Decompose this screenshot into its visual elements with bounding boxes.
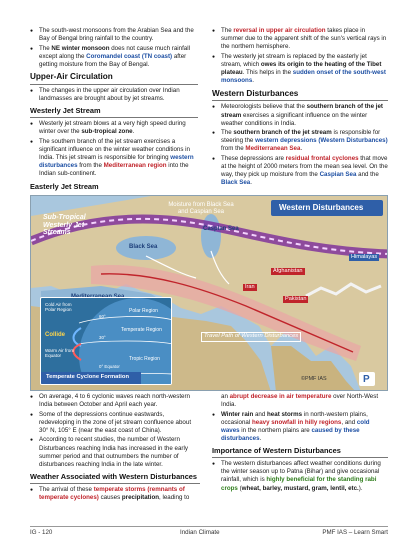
text-highlight: western disturbances [39,154,194,170]
continued-text [212,393,388,409]
text: . [300,145,303,153]
text-highlight: abrupt decrease in air temperature [229,393,332,400]
text-bold: southern branch of the jet stream [233,129,332,137]
text: ( [237,484,242,492]
logo-letter: P [363,374,370,385]
text: takes place in summer due to the apparent shift of the sun's vertical rays in the northern hemisphere. [221,27,387,51]
text-highlight: heavy snowfall in hilly regions [251,418,342,426]
list-item [30,138,198,179]
text-highlight: reversal in upper air circulation [233,27,326,34]
text: . [252,77,255,85]
list-item [212,155,388,188]
list-item [30,411,200,436]
text: after getting moisture from the Bay of Bengal. [39,52,187,68]
list-item [212,53,388,86]
text-bold: precipitation [121,494,160,502]
list-item [30,120,198,136]
text-highlight: Mediterranean region [103,162,167,170]
text-highlight: western depressions (Western Disturbances) [255,137,388,145]
map-title: Western Disturbances [279,203,364,212]
text-bold: heat storms [267,410,303,418]
text: , and [341,418,357,426]
text-bold: Winter rain [221,410,254,418]
list-item [212,103,388,128]
text: On average, 4 to 6 cyclonic waves reach north-western India between October and April each year. [39,393,190,409]
section-heading-upper-air: Upper-Air Circulation [30,72,198,85]
text: . [259,435,262,443]
caspian-sea-label: Caspian Sea [203,226,239,232]
iran-label: Iran [245,284,255,290]
text: The southern branch of the jet stream exercises a significant influence on the winter weather conditions in India. This jet stream is responsible for bringing [39,137,190,162]
afghanistan-label: Afghanistan [273,268,303,274]
text-highlight: Coromandel coast (TN coast) [86,52,173,60]
section-heading-importance: Importance of Western Disturbances [212,446,388,458]
polar-region-label: Polar Region [129,308,158,314]
sw-monsoon-text: The south-west monsoons from the Arabian Sea and the Bay of Bengal bring rainfall to the country. [39,27,194,43]
text: The [221,27,234,34]
text: According to recent studies, the number of Western Disturbances reaching India has increased in the early summer period and that outnumbers the number of disturbances reaching India in the late winter. [39,436,188,468]
text: causes [98,494,122,502]
watermark: ©PMF IAS [301,376,327,382]
left-column-top [30,27,198,193]
text: Some of the depressions continue eastwards, redeveloping in the zone of jet stream confluence about 30° N, 105° E (near the east coast of China). [39,410,192,434]
text: is responsible for steering the [221,129,381,145]
globe [79,298,172,385]
text-highlight: Black Sea [221,179,251,187]
text: , leading to [159,494,190,502]
collide-label: Collide [45,332,66,338]
cold-air-arrow [74,328,82,346]
text: These depressions are [221,154,286,162]
list-item [30,436,200,469]
text: Meteorologists believe that the [221,103,307,111]
text: and [253,410,268,418]
text-highlight: highly beneficial for the standing rabi crops [221,476,377,492]
black-sea-label: Black Sea [129,244,158,250]
text: The [39,44,52,52]
text: over North-West India. [221,393,379,409]
list-item [30,87,198,103]
text: Westerly jet stream blows at a very high speed during winter over the [39,120,186,136]
text: exercises a significant influence on the winter weather conditions in India. [221,111,368,127]
warm-air-label: Warm Air from Equator [45,348,75,359]
section-heading-weather: Weather Associated with Western Disturbances [30,472,200,484]
temperate-cyclone-inset [40,297,172,385]
text: The arrival of these [39,485,94,493]
lat-30-label: 30° [99,335,106,340]
text: The changes in the upper air circulation over Indian landmasses are brought about by jet streams. [39,86,180,103]
text-bold: southern branch of the jet stream [221,103,383,119]
text: from the [221,145,246,153]
text-highlight: sudden onset of the south-west monsoons [221,69,386,85]
chapter-title: Indian Climate [180,528,220,536]
travel-path-label: Travel Path of Western Disturbances [201,332,301,342]
text: into the Indian sub-continent. [39,162,189,178]
text: from the [77,162,104,170]
jet-stream-label: Sub-Tropical Westerly Jet Streams [43,214,86,237]
text: and the [356,171,379,179]
text: . [250,179,252,187]
section-heading-westerly: Westerly Jet Stream [30,106,198,118]
text-highlight: Mediterranean Sea [245,145,301,153]
cold-air-label: Cold Air from Polar Region [45,302,72,313]
text-bold: owes its origin to the heating of the Tibet plateau [221,60,382,77]
text: an [221,393,230,400]
text-highlight: Caspian Sea [319,171,357,179]
himalayas-label: Himalayas [351,254,378,260]
list-item [212,27,388,52]
text-bold: NE winter monsoon [51,44,110,52]
right-column-top [212,27,388,189]
text-bold: wheat, barley, mustard, gram, lentil, etc. [241,484,359,492]
list-item [30,393,200,409]
text-highlight: temperate storms (remnants of temperate cyclones) [39,485,185,502]
moisture-label: Moisture from Black Sea and Caspian Sea [168,202,234,215]
text: does not cause much rainfall except along the [39,44,190,60]
page-footer [30,526,388,536]
text: in the northern plains are [239,426,312,434]
list-item [30,486,200,502]
brand-tagline: PMF IAS – Learn Smart [322,528,388,536]
temperate-region-label: Temperate Region [121,327,162,333]
tropic-region-label: Tropic Region [129,356,160,362]
list-item [30,45,198,70]
text: . [132,128,135,136]
list-item [212,460,388,493]
text-highlight: caused by these disturbances [221,426,360,443]
text: The western disturbances affect weather conditions during the winter season up to Patna (Bihar) and give occasional rainfall, which is [221,460,381,484]
text: ). [358,484,363,492]
inset-caption: Temperate Cyclone Formation [46,374,129,380]
lat-60-label: 60° [99,314,106,319]
text: that move at the height of 2000 meters from the mean sea level. On the way, they pick up moisture from the [221,154,388,179]
right-column-bottom [212,393,388,494]
left-column-bottom [30,393,200,503]
equator-label: 0° Equator [99,364,120,369]
list-item [212,411,388,444]
text: . This helps in the [242,69,293,77]
text-bold: sub-tropical zone [81,128,133,136]
list-item [212,129,388,154]
page-number: IG - 120 [30,528,53,536]
text-highlight: cold waves [221,418,370,434]
pakistan-label: Pakistan [285,296,307,302]
list-item [30,27,198,43]
section-heading-easterly: Easterly Jet Stream [30,181,99,191]
text: in north-western plains, occasional [221,410,368,426]
section-heading-western-disturbances: Western Disturbances [212,89,388,102]
text: The westerly jet stream is replaced by the easterly jet stream, which [221,52,367,68]
text: The [221,129,234,137]
text-highlight: residual frontal cyclones [285,154,359,162]
